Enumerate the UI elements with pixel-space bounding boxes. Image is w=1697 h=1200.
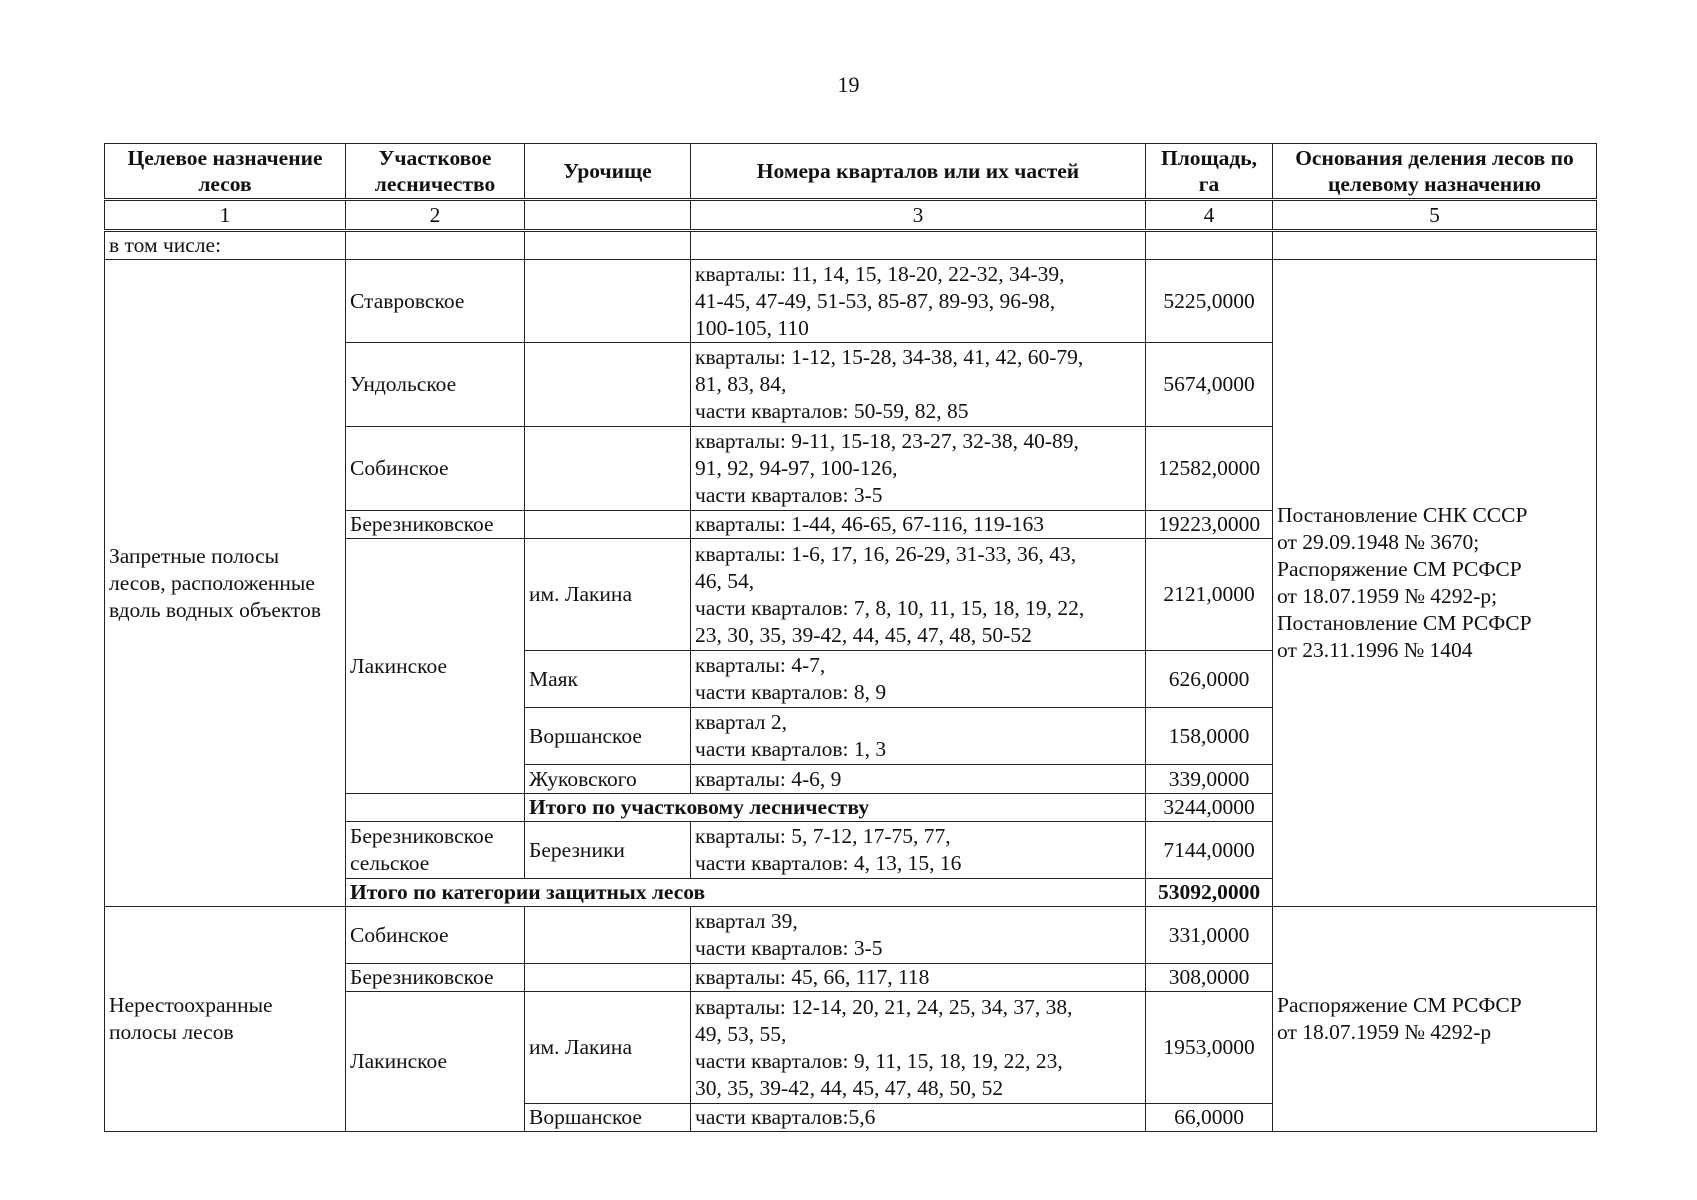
header-tract: Урочище: [525, 144, 691, 200]
forestry-name: Лакинское: [346, 539, 525, 794]
subtotal-label: Итого по участковому лесничеству: [525, 794, 1146, 822]
area-cell: 7144,0000: [1146, 822, 1273, 879]
quarters-cell: кварталы: 4-7, части кварталов: 8, 9: [691, 651, 1146, 708]
quarters-cell: кварталы: 9-11, 15-18, 23-27, 32-38, 40-89, 91, 92, 94-97, 100-126, части кварталов: 3-5: [691, 427, 1146, 511]
quarters-cell: кварталы: 4-6, 9: [691, 765, 1146, 794]
header-forestry: Участковое лесничество: [346, 144, 525, 200]
tract-name: им. Лакина: [525, 539, 691, 651]
quarters-cell: части кварталов:5,6: [691, 1104, 1146, 1132]
quarters-cell: кварталы: 1-12, 15-28, 34-38, 41, 42, 60-79, 81, 83, 84, части кварталов: 50-59, 82, 85: [691, 343, 1146, 427]
tract-name: [525, 260, 691, 343]
tract-name: Жуковского: [525, 765, 691, 794]
forestry-name: Лакинское: [346, 992, 525, 1132]
quarters-cell: кварталы: 5, 7-12, 17-75, 77, части кварталов: 4, 13, 15, 16: [691, 822, 1146, 879]
column-number: 2: [346, 200, 525, 231]
tract-name: [525, 511, 691, 539]
tract-name: Воршанское: [525, 708, 691, 765]
tract-name: им. Лакина: [525, 992, 691, 1104]
table-row: [105, 231, 1597, 260]
tract-name: Маяк: [525, 651, 691, 708]
tract-name: [525, 964, 691, 992]
forestry-name: Березниковское сельское: [346, 822, 525, 879]
in-number-label: в том числе:: [105, 231, 346, 260]
quarters-cell: кварталы: 12-14, 20, 21, 24, 25, 34, 37, 38, 49, 53, 55, части кварталов: 9, 11, 15, 18, 19, 22, 23, 30, 35, 39-42, 44, 45, 47, 48, 50, 52: [691, 992, 1146, 1104]
forestry-name: Ундольское: [346, 343, 525, 427]
forestry-name: Березниковское: [346, 964, 525, 992]
quarters-cell: квартал 39, части кварталов: 3-5: [691, 907, 1146, 964]
area-cell: 5225,0000: [1146, 260, 1273, 343]
table-row: [105, 260, 1597, 343]
header-purpose: Целевое назначение лесов: [105, 144, 346, 200]
subtotal-area: 3244,0000: [1146, 794, 1273, 822]
area-cell: 308,0000: [1146, 964, 1273, 992]
tract-name: Березники: [525, 822, 691, 879]
legal-basis: Распоряжение СМ РСФСР от 18.07.1959 № 4292-р: [1273, 907, 1597, 1132]
forestry-name: Собинское: [346, 907, 525, 964]
quarters-cell: кварталы: 1-6, 17, 16, 26-29, 31-33, 36, 43, 46, 54, части кварталов: 7, 8, 10, 11, 15, 18, 19, 22, 23, 30, 35, 39-42, 44, 45, 47, 48, 50-52: [691, 539, 1146, 651]
area-cell: 331,0000: [1146, 907, 1273, 964]
header-area: Площадь, га: [1146, 144, 1273, 200]
tract-name: Воршанское: [525, 1104, 691, 1132]
header-quarters: Номера кварталов или их частей: [691, 144, 1146, 200]
quarters-cell: кварталы: 45, 66, 117, 118: [691, 964, 1146, 992]
area-cell: 1953,0000: [1146, 992, 1273, 1104]
column-number: 5: [1273, 200, 1597, 231]
tract-name: [525, 343, 691, 427]
column-number: 3: [691, 200, 1146, 231]
page-number: 19: [837, 72, 860, 97]
table-row: [105, 907, 1597, 964]
area-cell: 66,0000: [1146, 1104, 1273, 1132]
category-total-area: 53092,0000: [1146, 879, 1273, 907]
forestry-name: Ставровское: [346, 260, 525, 343]
tract-name: [525, 427, 691, 511]
forest-purpose-table: [104, 143, 1597, 1132]
quarters-cell: кварталы: 1-44, 46-65, 67-116, 119-163: [691, 511, 1146, 539]
quarters-cell: кварталы: 11, 14, 15, 18-20, 22-32, 34-39, 41-45, 47-49, 51-53, 85-87, 89-93, 96-98, 100-105, 110: [691, 260, 1146, 343]
header-basis: Основания деления лесов по целевому назначению: [1273, 144, 1597, 200]
tract-name: [525, 907, 691, 964]
forestry-name: Собинское: [346, 427, 525, 511]
legal-basis: Постановление СНК СССР от 29.09.1948 № 3670; Распоряжение СМ РСФСР от 18.07.1959 № 4292-р; Постановление СМ РСФСР от 23.11.1996 № 1404: [1273, 260, 1597, 907]
area-cell: 19223,0000: [1146, 511, 1273, 539]
category-name: Нерестоохранные полосы лесов: [105, 907, 346, 1132]
category-name: Запретные полосы лесов, расположенные вдоль водных объектов: [105, 260, 346, 907]
column-number-row: [105, 200, 1597, 231]
header-row: [105, 144, 1597, 200]
area-cell: 158,0000: [1146, 708, 1273, 765]
column-number: [525, 200, 691, 231]
forestry-name: Березниковское: [346, 511, 525, 539]
column-number: 1: [105, 200, 346, 231]
area-cell: 626,0000: [1146, 651, 1273, 708]
area-cell: 2121,0000: [1146, 539, 1273, 651]
area-cell: 12582,0000: [1146, 427, 1273, 511]
quarters-cell: квартал 2, части кварталов: 1, 3: [691, 708, 1146, 765]
area-cell: 5674,0000: [1146, 343, 1273, 427]
category-total-label: Итого по категории защитных лесов: [346, 879, 1146, 907]
column-number: 4: [1146, 200, 1273, 231]
area-cell: 339,0000: [1146, 765, 1273, 794]
